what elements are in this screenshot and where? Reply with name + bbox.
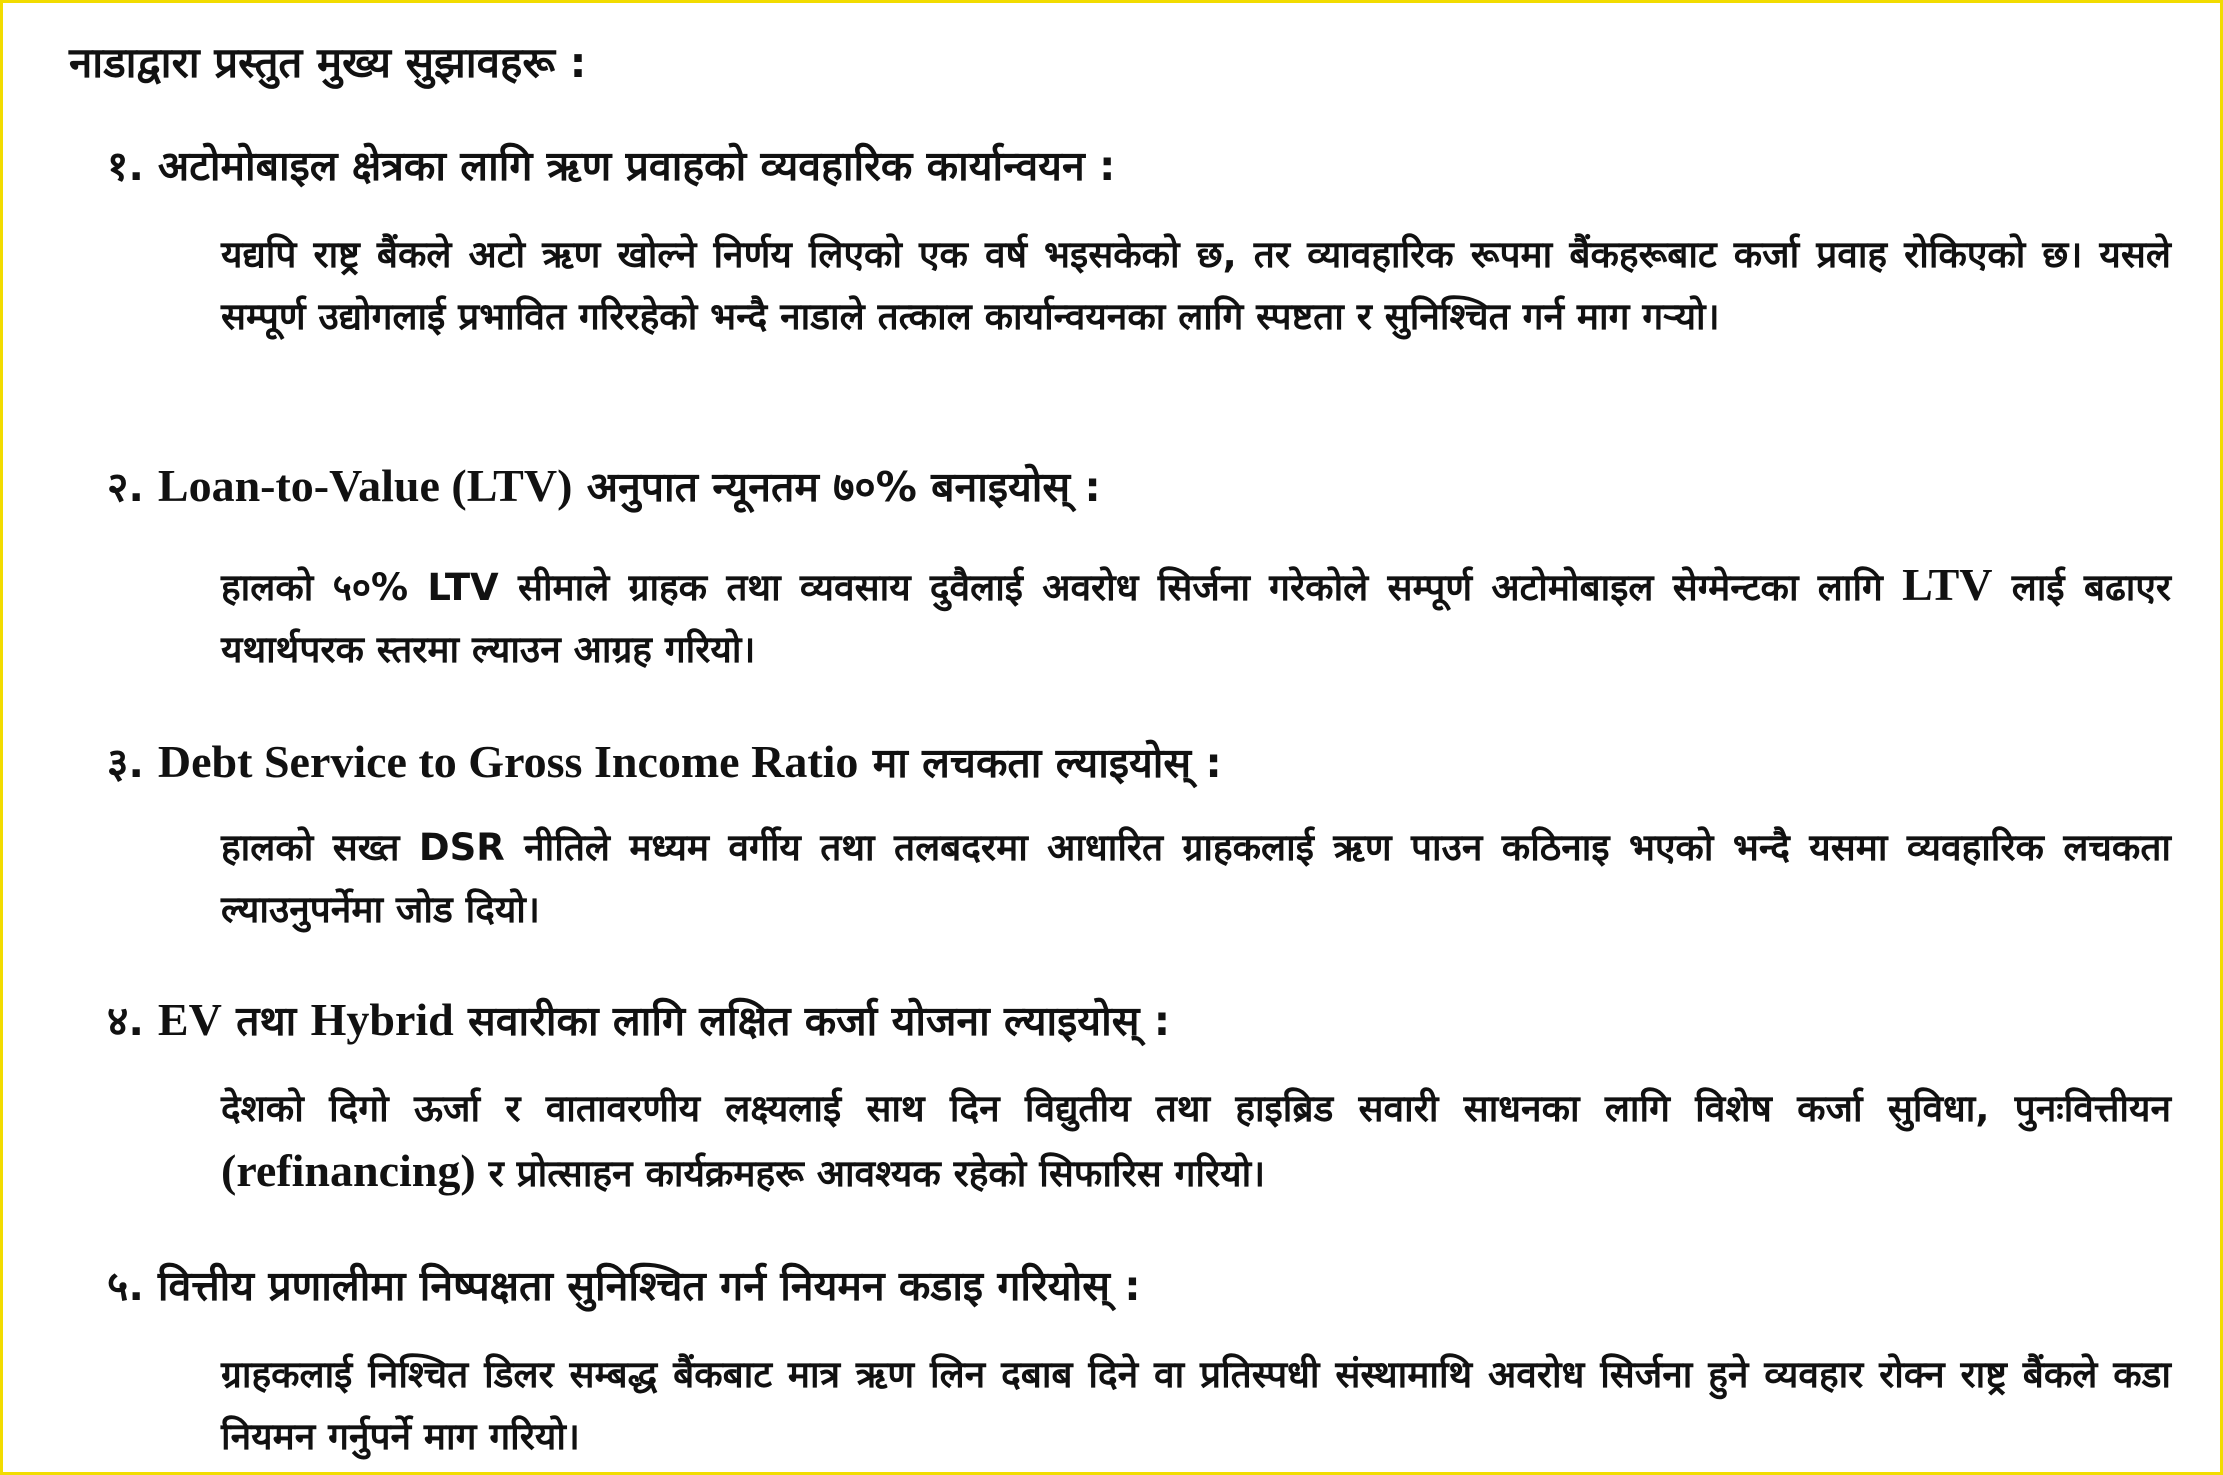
section-4-title-latin-b: Hybrid (310, 994, 454, 1045)
section-4-body (221, 1078, 2171, 1205)
section-2-body-part-b: लाई बढाएर यथार्थपरक स्तरमा ल्याउन आग्रह गरियो। (221, 566, 2171, 671)
document-heading: नाडाद्वारा प्रस्तुत मुख्य सुझावहरू : (69, 38, 587, 87)
section-2-body-part-a: हालको ५०% LTV सीमाले ग्राहक तथा व्यवसाय दुवैलाई अवरोध सिर्जना गरेकोले सम्पूर्ण अटोमोबाइल सेग्मेन्टका लागि (221, 566, 1883, 609)
section-3-body: हालको सख्त DSR नीतिले मध्यम वर्गीय तथा तलबदरमा आधारित ग्राहकलाई ऋण पाउन कठिनाइ भएको भन्दै यसमा व्यवहारिक लचकता ल्याउनुपर्नेमा जोड दियो। (221, 826, 2171, 931)
section-1-body: यद्यपि राष्ट्र बैंकले अटो ऋण खोल्ने निर्णय लिएको एक वर्ष भइसकेको छ, तर व्यावहारिक रूपमा बैंकहरूबाट कर्जा प्रवाह रोकिएको छ। यसले सम्पूर्ण उद्योगलाई प्रभावित गरिरहेको भन्दै नाडाले तत्काल कार्यान्वयनका लागि स्पष्टता र सुनिश्चित गर्न माग गर्‍यो। (221, 233, 2171, 338)
section-1-title (107, 135, 1115, 197)
section-5-body: ग्राहकलाई निश्चित डिलर सम्बद्ध बैंकबाट मात्र ऋण लिन दबाब दिने वा प्रतिस्पधी संस्थामाथि अवरोध सिर्जना हुने व्यवहार रोक्न राष्ट्र बैंकले कडा नियमन गर्नुपर्ने माग गरियो। (221, 1353, 2171, 1458)
section-3-title-latin: Debt Service to Gross Income Ratio (157, 736, 859, 787)
section-4-title (107, 989, 1170, 1052)
section-3-title-rest: मा लचकता ल्याइयोस् : (872, 739, 1222, 787)
section-5-number: ५. (107, 1262, 144, 1310)
section-2-title (107, 455, 1101, 518)
section-1-number: १. (107, 142, 144, 190)
section-1-title-text: अटोमोबाइल क्षेत्रका लागि ऋण प्रवाहको व्यवहारिक कार्यान्वयन : (157, 142, 1116, 190)
section-2-title-rest: अनुपात न्यूनतम ७०% बनाइयोस् : (586, 463, 1101, 511)
section-5-title (107, 1255, 1141, 1317)
section-4-title-rest: सवारीका लागि लक्षित कर्जा योजना ल्याइयोस् : (468, 997, 1171, 1045)
section-3-number: ३. (107, 739, 144, 787)
section-2-body (221, 554, 2171, 681)
section-5-title-text: वित्तीय प्रणालीमा निष्पक्षता सुनिश्चित गर्न नियमन कडाइ गरियोस् : (157, 1262, 1141, 1310)
section-4-body-latin: (refinancing) (221, 1145, 476, 1196)
section-4-body-part-b: र प्रोत्साहन कार्यक्रमहरू आवश्यक रहेको सिफारिस गरियो। (488, 1152, 1266, 1195)
section-2-body-latin: LTV (1902, 559, 1993, 610)
section-4-title-mid: तथा (236, 997, 297, 1045)
section-3-title (107, 731, 1222, 794)
section-2-number: २. (107, 463, 144, 511)
section-4-body-part-a: देशको दिगो ऊर्जा र वातावरणीय लक्ष्यलाई साथ दिन विद्युतीय तथा हाइब्रिड सवारी साधनका लागि विशेष कर्जा सुविधा, पुनःवित्तीयन (221, 1087, 2171, 1130)
section-4-title-latin-a: EV (157, 994, 222, 1045)
section-4-number: ४. (107, 997, 144, 1045)
section-2-title-latin: Loan-to-Value (LTV) (157, 460, 573, 511)
